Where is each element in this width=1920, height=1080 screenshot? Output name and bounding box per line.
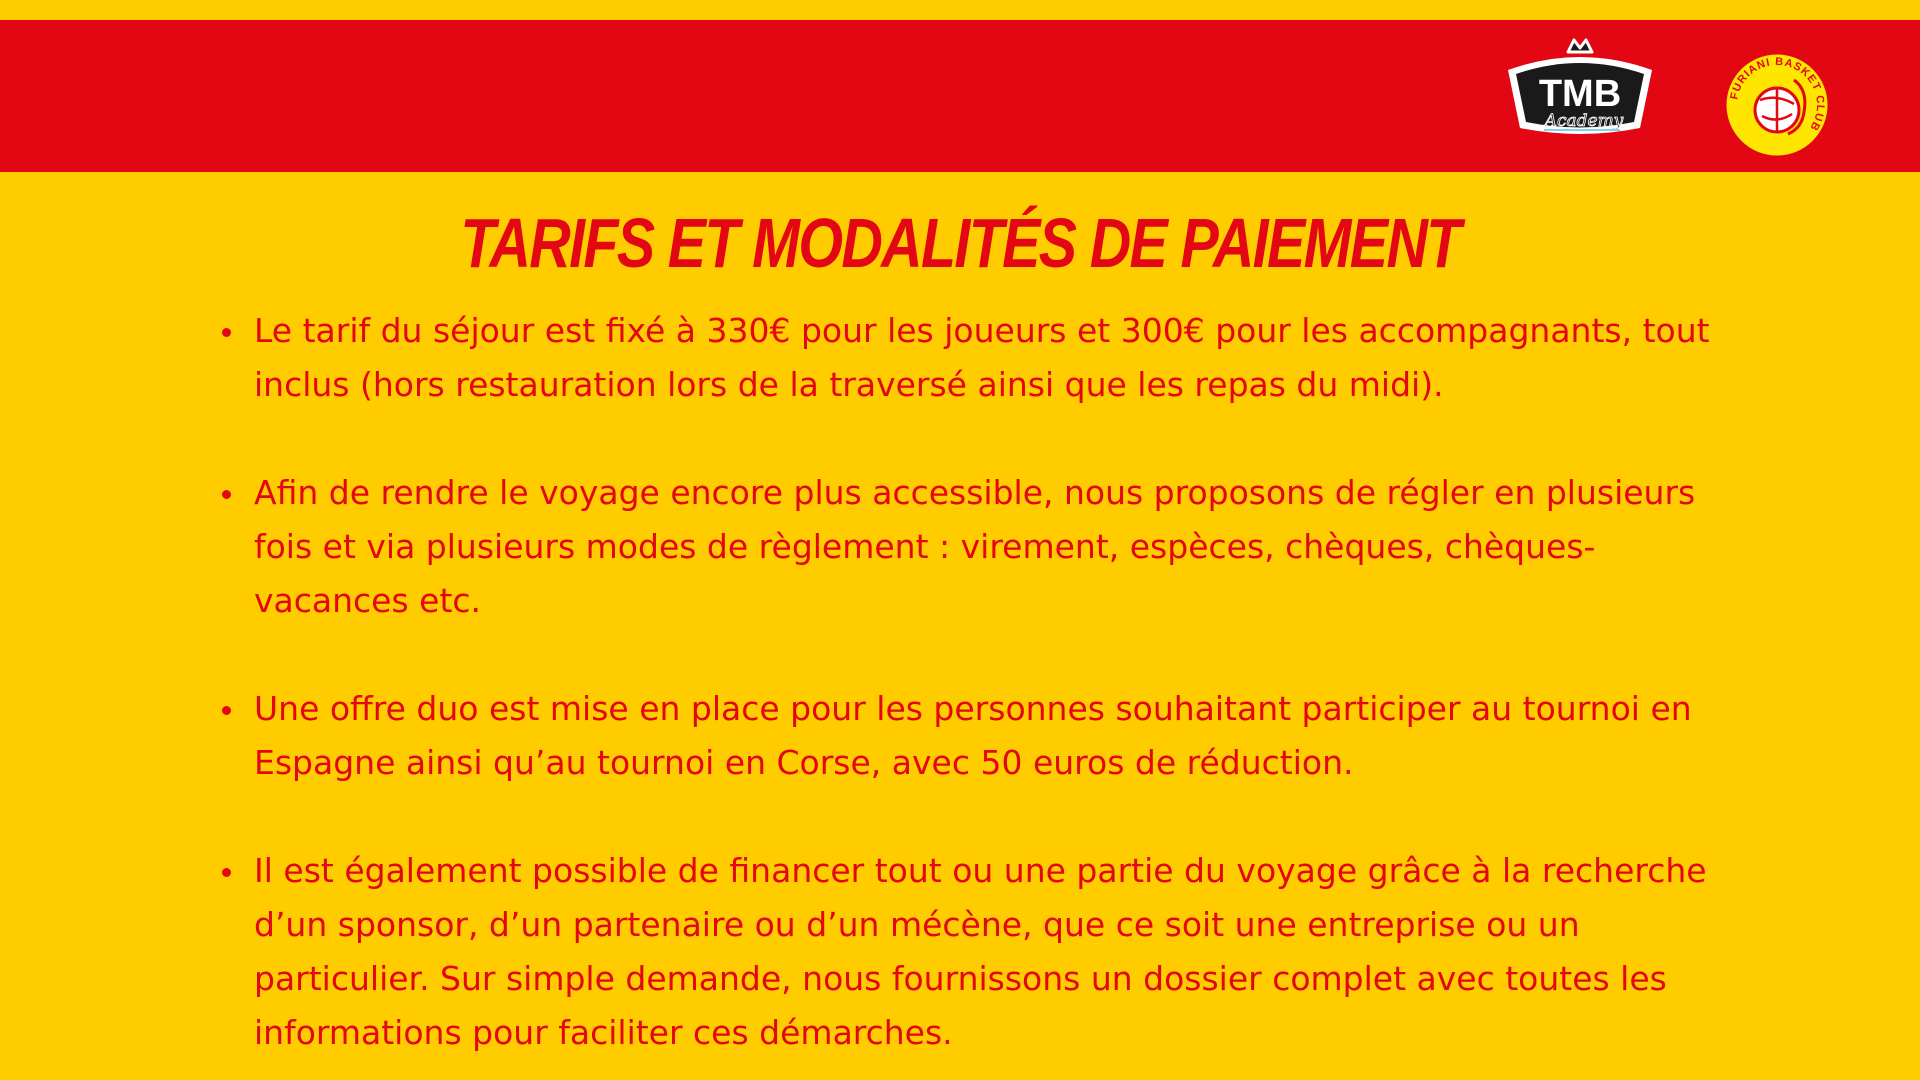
furiani-basket-club-logo <box>1722 50 1832 160</box>
bullet-icon <box>222 706 231 715</box>
list-item <box>222 844 1742 1060</box>
list-item-text: Le tarif du séjour est fixé à 330€ pour les joueurs et 300€ pour les accompagnants, tout inclus (hors restauration lors de la traversé ainsi que les repas du midi). <box>254 311 1710 404</box>
list-item <box>222 304 1742 412</box>
tmb-academy-logo <box>1494 36 1666 154</box>
list-item-text: Il est également possible de financer tout ou une partie du voyage grâce à la recherche d’un sponsor, d’un partenaire ou d’un mécène, que ce soit une entreprise ou un particulier. Sur simple demande, nous fournissons un dossier complet avec toutes les informations pour faciliter ces démarches. <box>254 851 1707 1052</box>
page-title: TARIFS ET MODALITÉS DE PAIEMENT <box>460 204 1460 282</box>
bullet-icon <box>222 328 231 337</box>
list-item <box>222 466 1742 628</box>
bullet-list <box>222 304 1742 1060</box>
list-item-text: Afin de rendre le voyage encore plus accessible, nous proposons de régler en plusieurs fois et via plusieurs modes de règlement : virement, espèces, chèques, chèques-vacances etc. <box>254 473 1696 620</box>
tmb-logo-sub: Academy <box>1544 111 1624 131</box>
list-item <box>222 682 1742 790</box>
club-logo-ring-text: FURIANI BASKET CLUB <box>1728 55 1827 134</box>
tmb-logo-main: TMB <box>1538 73 1622 115</box>
top-strip <box>0 0 1920 20</box>
bullet-icon <box>222 490 231 499</box>
bullet-icon <box>222 868 231 877</box>
list-item-text: Une offre duo est mise en place pour les personnes souhaitant participer au tournoi en Espagne ainsi qu’au tournoi en Corse, avec 50 euros de réduction. <box>254 689 1692 782</box>
